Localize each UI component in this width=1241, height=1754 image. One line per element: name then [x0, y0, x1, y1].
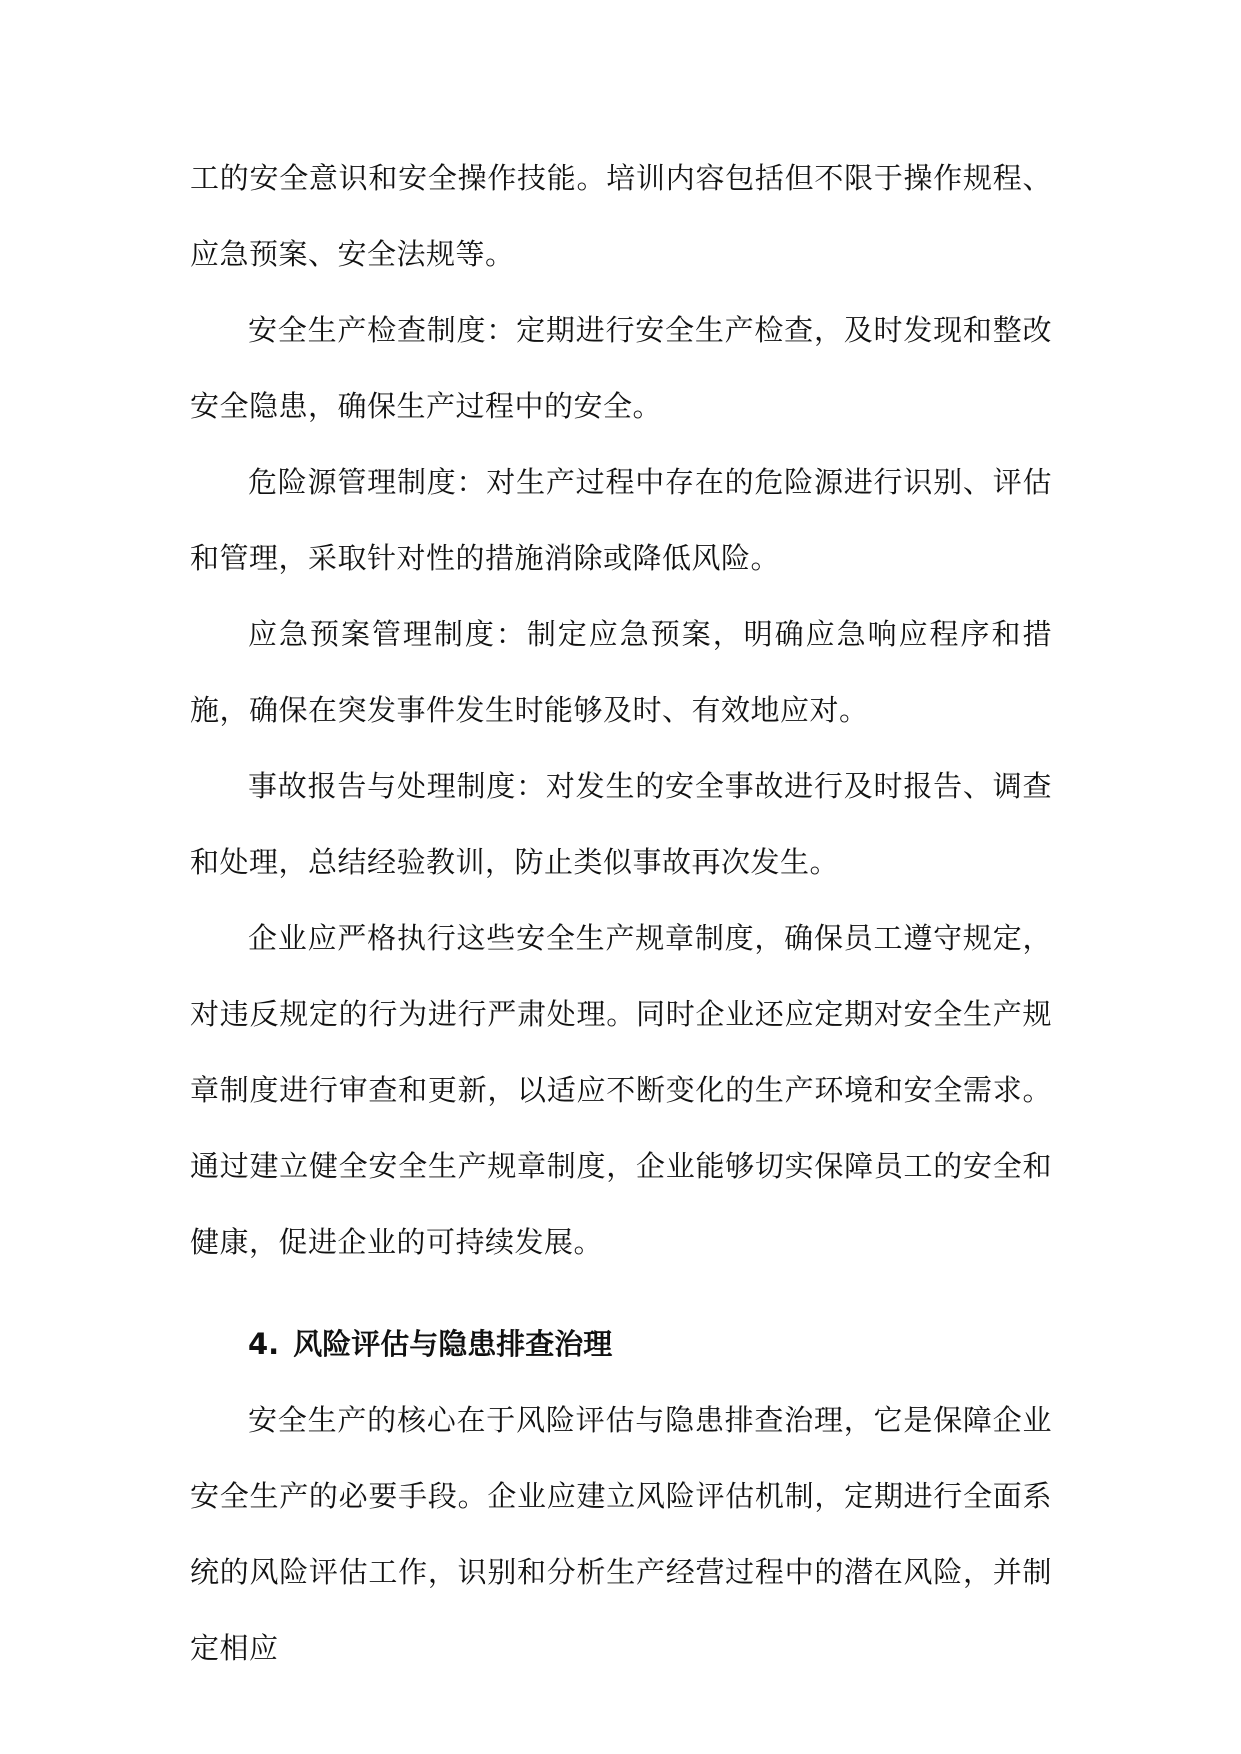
section-heading	[190, 1306, 1052, 1382]
section-number: 4.	[248, 1327, 280, 1361]
document-body	[190, 140, 1052, 1686]
paragraph-hazard-management: 危险源管理制度：对生产过程中存在的危险源进行识别、评估和管理，采取针对性的措施消除或降低风险。	[190, 465, 1052, 575]
paragraph-safety-inspection: 安全生产检查制度：定期进行安全生产检查，及时发现和整改安全隐患，确保生产过程中的安全。	[190, 313, 1052, 423]
paragraph-emergency-plan: 应急预案管理制度：制定应急预案，明确应急响应程序和措施，确保在突发事件发生时能够及时、有效地应对。	[190, 617, 1052, 727]
paragraph-risk-assessment: 安全生产的核心在于风险评估与隐患排查治理，它是保障企业安全生产的必要手段。企业应建立风险评估机制，定期进行全面系统的风险评估工作，识别和分析生产经营过程中的潜在风险，并制定相应	[190, 1403, 1052, 1665]
paragraph-enforcement: 企业应严格执行这些安全生产规章制度，确保员工遵守规定，对违反规定的行为进行严肃处理。同时企业还应定期对安全生产规章制度进行审查和更新，以适应不断变化的生产环境和安全需求。通过建立健全安全生产规章制度，企业能够切实保障员工的安全和健康，促进企业的可持续发展。	[190, 921, 1052, 1259]
paragraph-training-continued: 工的安全意识和安全操作技能。培训内容包括但不限于操作规程、应急预案、安全法规等。	[190, 161, 1052, 271]
section-title: 风险评估与隐患排查治理	[293, 1327, 613, 1361]
paragraph-accident-report: 事故报告与处理制度：对发生的安全事故进行及时报告、调查和处理，总结经验教训，防止类似事故再次发生。	[190, 769, 1052, 879]
